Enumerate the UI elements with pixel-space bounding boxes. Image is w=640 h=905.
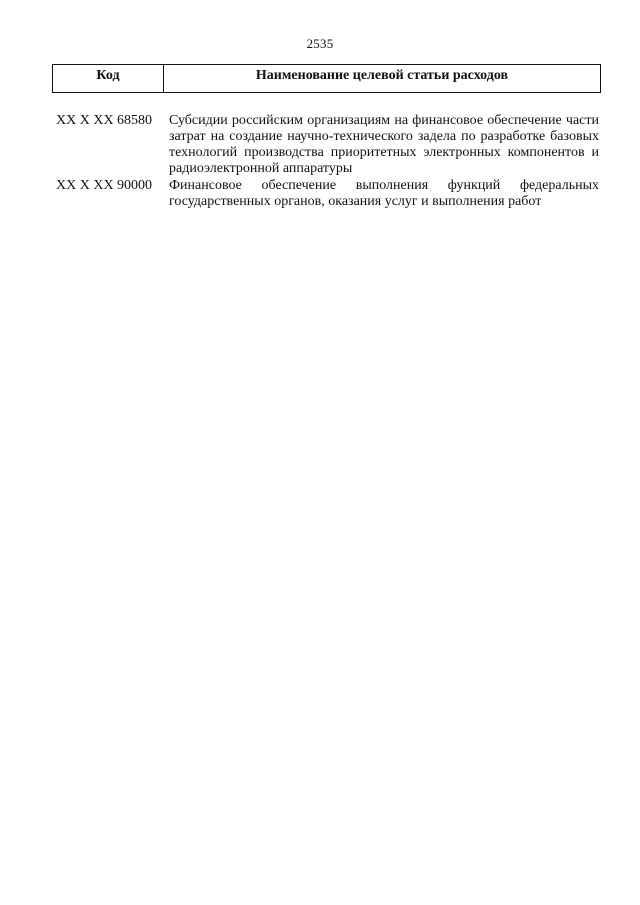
row-name: Финансовое обеспечение выполнения функций федеральных государственных органов, оказания услуг и выполнения работ xyxy=(169,178,599,209)
scan-speck xyxy=(122,708,123,709)
table-row xyxy=(52,113,601,177)
page-number: 2535 xyxy=(306,36,334,51)
table-header xyxy=(52,64,601,93)
table-row xyxy=(52,178,601,210)
header-code: Код xyxy=(53,65,164,92)
row-code: XX X XX 68580 xyxy=(56,113,153,128)
row-code: XX X XX 90000 xyxy=(56,178,153,193)
row-name: Субсидии российским организациям на финансовое обеспечение части затрат на создание научно-технического задела по разработке базовых технологий производства приоритетных электронных компонентов и радиоэлектронной аппаратуры xyxy=(169,113,599,176)
header-name: Наименование целевой статьи расходов xyxy=(255,68,509,83)
table-body xyxy=(52,113,601,211)
